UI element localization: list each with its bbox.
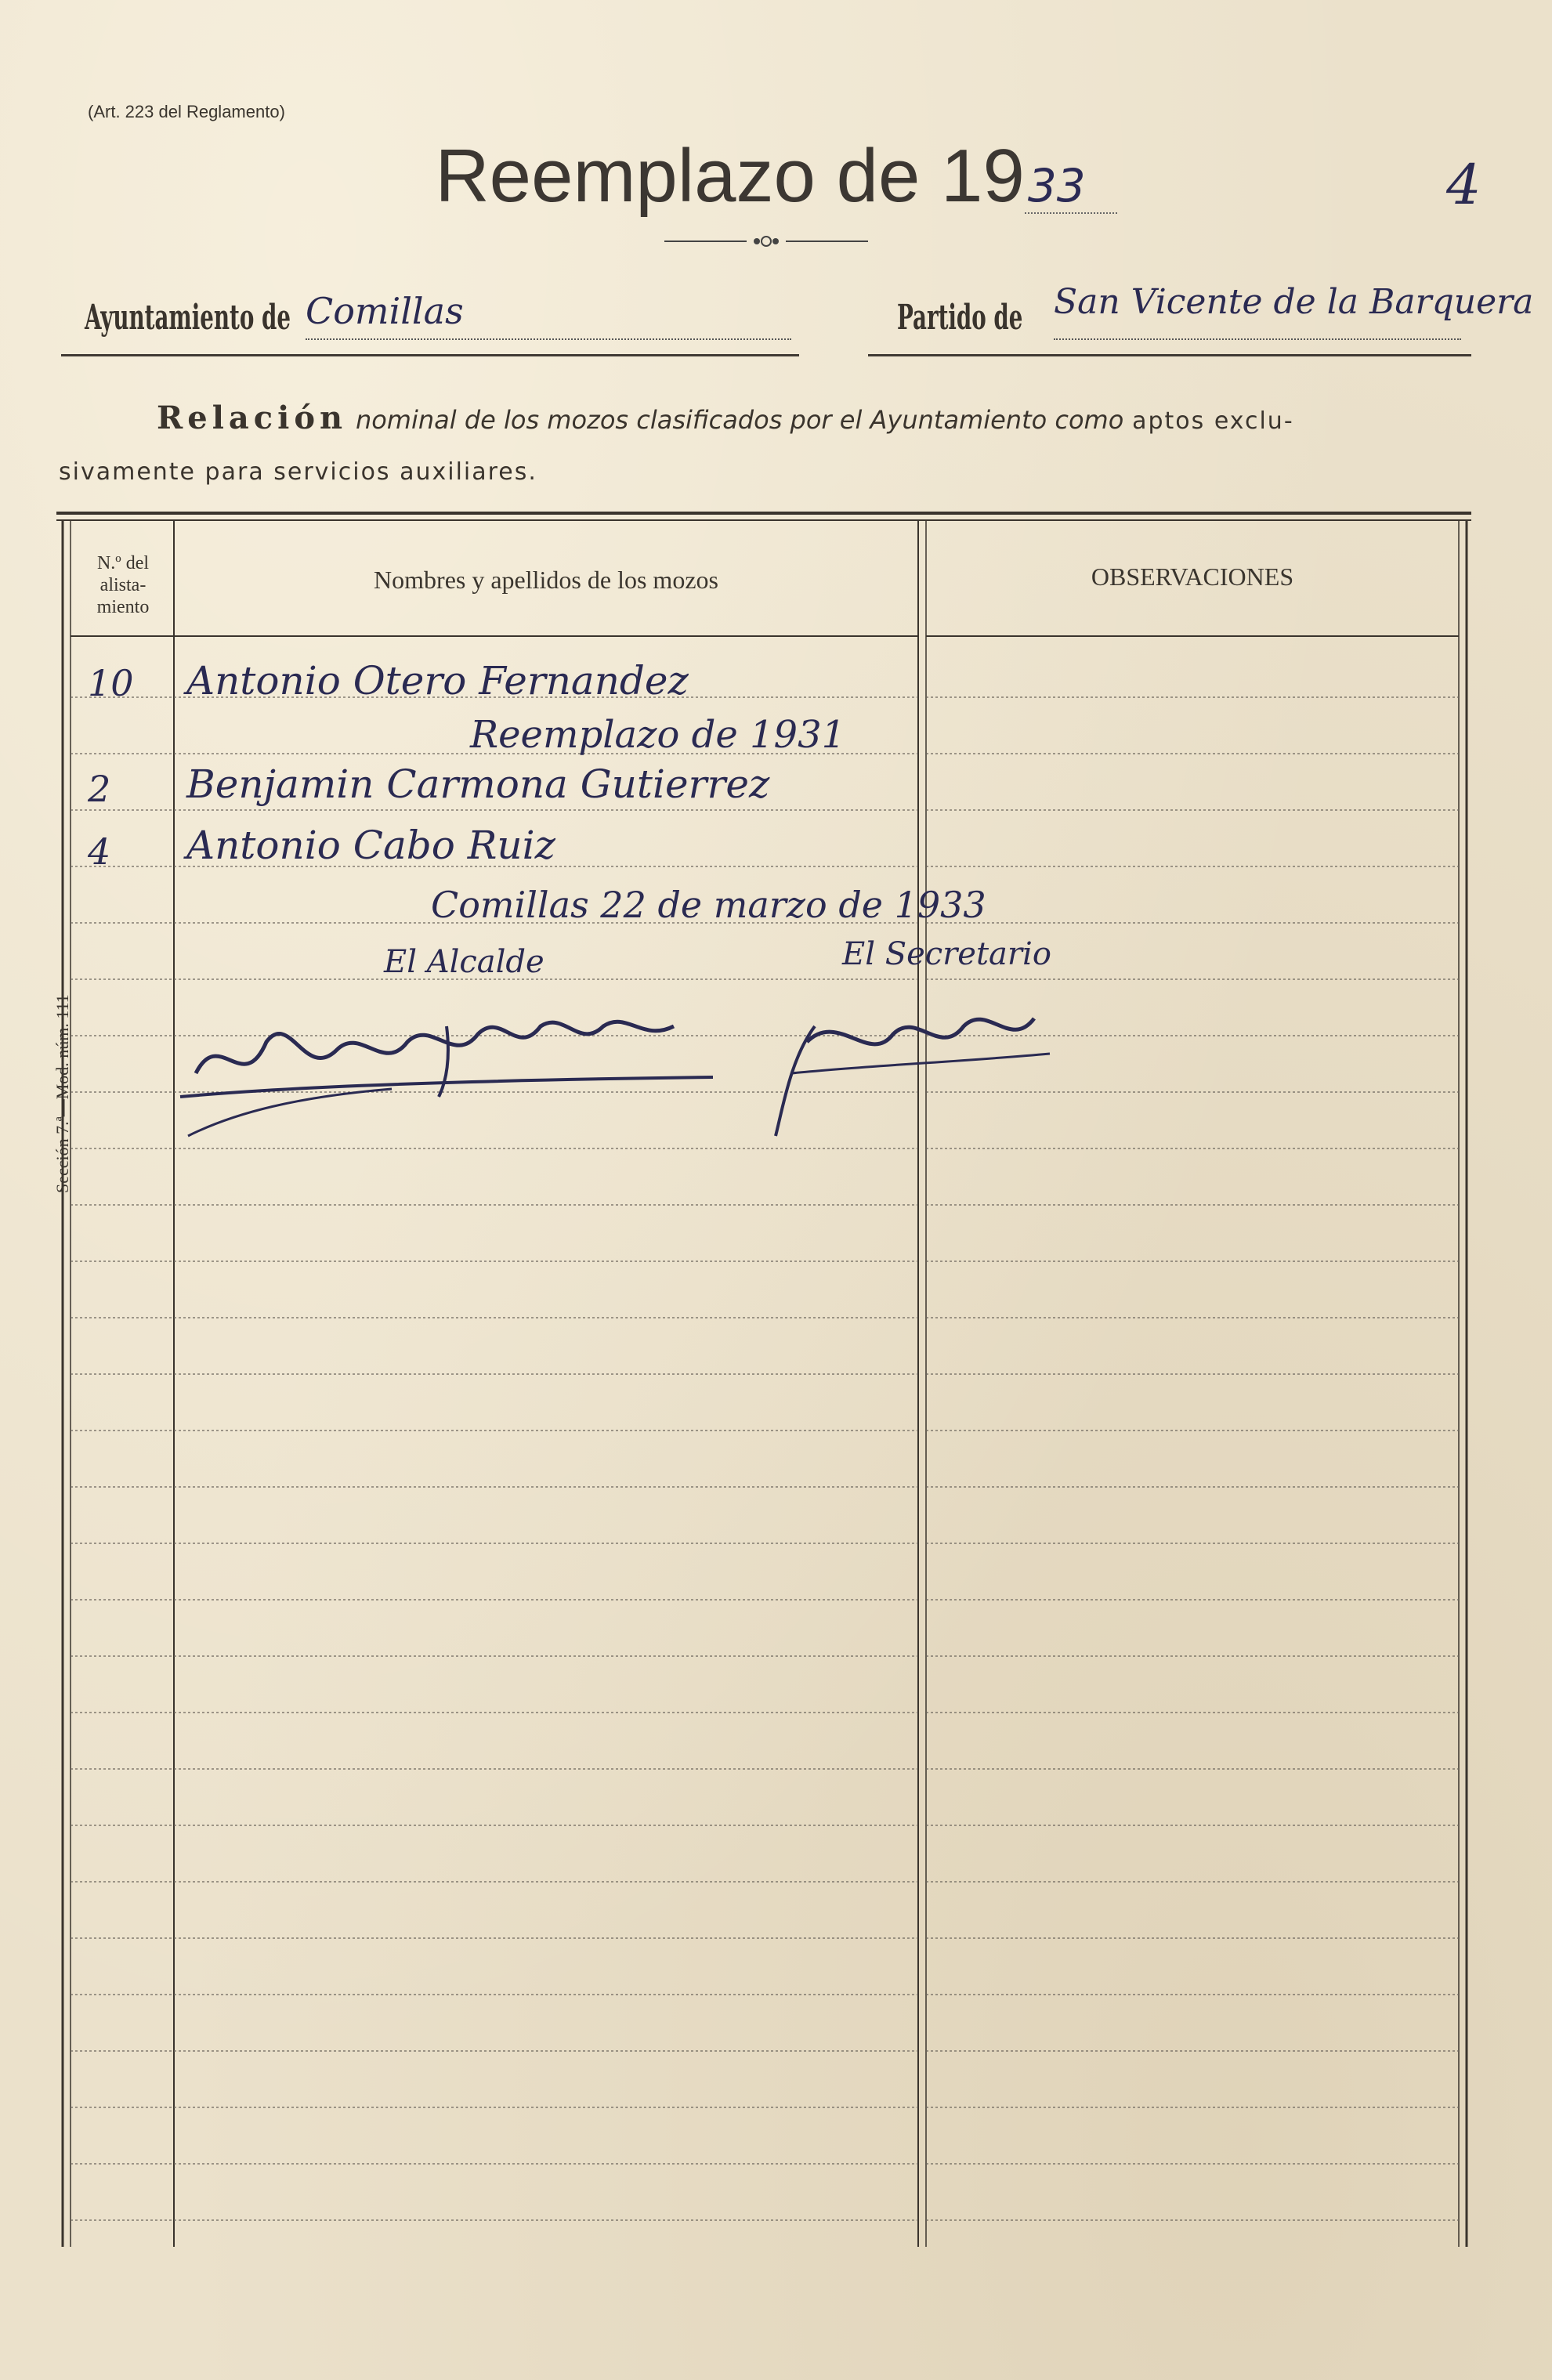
col-header-number: N.º del alista- miento bbox=[96, 553, 150, 617]
row-1-name: Antonio Otero Fernandez bbox=[186, 658, 689, 704]
article-reference: (Art. 223 del Reglamento) bbox=[88, 102, 285, 121]
row-2-number: 2 bbox=[88, 768, 111, 810]
title-prefix: Reemplazo de 19 bbox=[435, 134, 1025, 218]
title-year-handwritten: 33 bbox=[1025, 159, 1117, 214]
col-header-name: Nombres y apellidos de los mozos bbox=[374, 566, 718, 594]
ayuntamiento-value: Comillas bbox=[306, 290, 791, 340]
row-1-note: Reemplazo de 1931 bbox=[470, 713, 846, 757]
row-1-number: 10 bbox=[88, 662, 134, 704]
ayuntamiento-label: Ayuntamiento de bbox=[85, 298, 291, 338]
partido-value: San Vicente de la Barquera bbox=[1054, 282, 1461, 340]
secretary-signature bbox=[760, 979, 1058, 1152]
row-3-number: 4 bbox=[88, 830, 111, 873]
secretary-label: El Secretario bbox=[842, 936, 1051, 972]
partido-label: Partido de bbox=[897, 298, 1023, 338]
row-3-name: Antonio Cabo Ruiz bbox=[186, 823, 555, 868]
mayor-label: El Alcalde bbox=[384, 944, 544, 980]
closing-place-date: Comillas 22 de marzo de 1933 bbox=[431, 884, 986, 926]
col-header-observaciones: OBSERVACIONES bbox=[1091, 562, 1294, 591]
intro-italic-text: nominal de los mozos clasificados por el Ayuntamiento como bbox=[355, 405, 1124, 435]
intro-spaced-text: aptos exclu- bbox=[1132, 407, 1294, 435]
intro-bold-word: Relación bbox=[157, 400, 348, 436]
page-number: 4 bbox=[1446, 153, 1481, 217]
side-form-reference: Sección 7.ª—Mod. núm. 111 bbox=[52, 994, 72, 1193]
row-2-name: Benjamin Carmona Gutierrez bbox=[186, 761, 770, 807]
intro-line-2: sivamente para servicios auxiliares. bbox=[59, 458, 537, 486]
mayor-signature bbox=[172, 979, 768, 1152]
